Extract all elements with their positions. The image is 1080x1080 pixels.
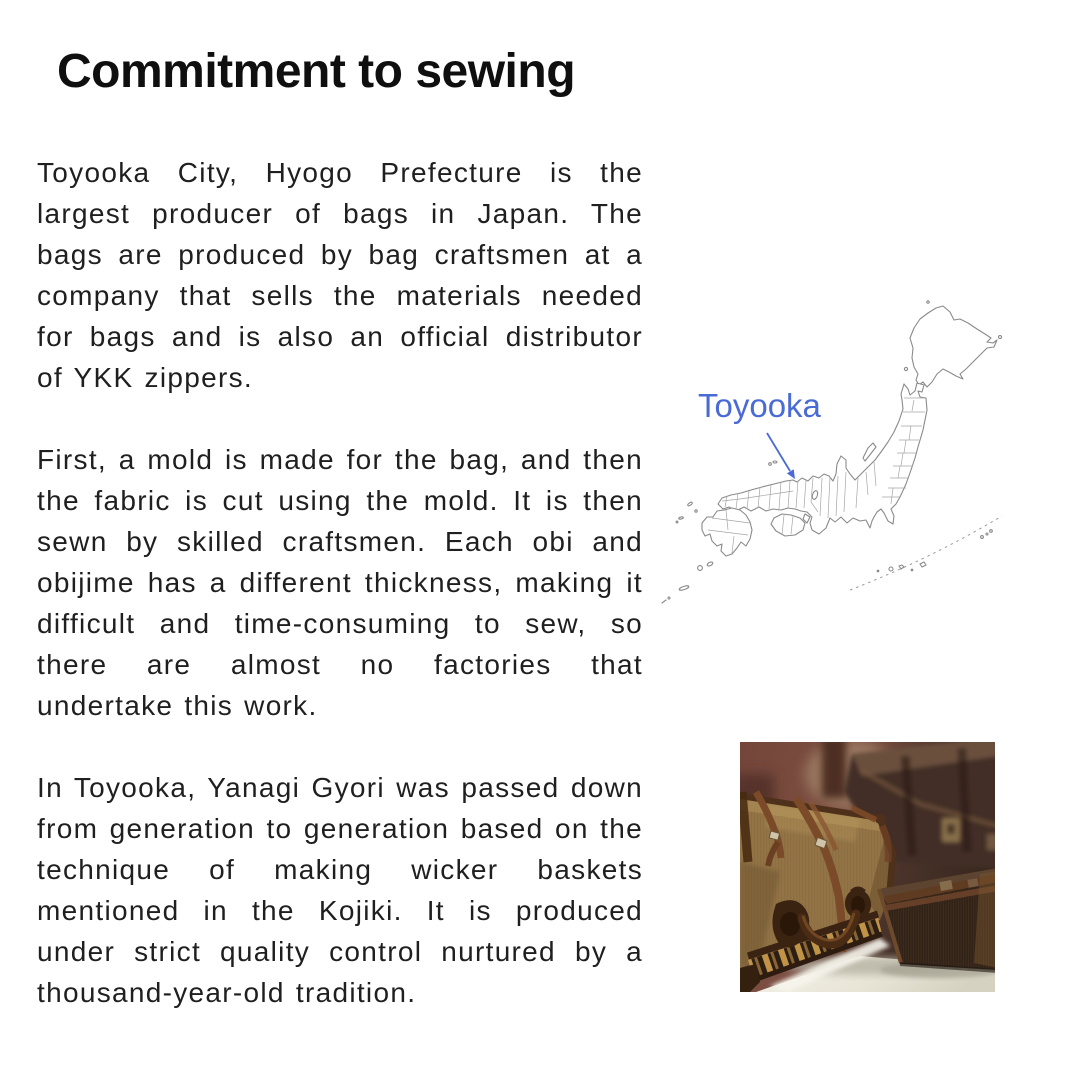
- inset-arc: [850, 516, 1002, 590]
- paragraph-3: In Toyooka, Yanagi Gyori was passed down from generation to generation based on the technique of making wicker baskets mentioned in the Kojiki. It is produced under strict quality control nurtured by a thousand-year-old tradition.: [37, 772, 643, 1008]
- paragraph-1: Toyooka City, Hyogo Prefecture is the largest producer of bags in Japan. The bags are produced by bag craftsmen at a company that sells the materials needed for bags and is also an official distributor of YKK zippers.: [37, 157, 643, 393]
- japan-map: [660, 290, 1020, 620]
- hokkaido-outline: [910, 306, 997, 387]
- toyooka-arrow: [767, 433, 795, 479]
- shikoku-outline: [771, 514, 805, 536]
- page-title: Commitment to sewing: [57, 45, 576, 98]
- photo-wicker-suitcases: [740, 742, 995, 992]
- toyooka-label: Toyooka: [698, 387, 821, 424]
- body-text: [37, 152, 643, 1054]
- japan-outline: [662, 301, 1002, 603]
- paragraph-2: First, a mold is made for the bag, and then the fabric is cut using the mold. It is then sewn by skilled craftsmen. Each obi and obijime has a different thickness, making it difficult and time-consuming to sew, so there are almost no factories that undertake this work.: [37, 444, 643, 721]
- kyushu-outline: [702, 508, 752, 556]
